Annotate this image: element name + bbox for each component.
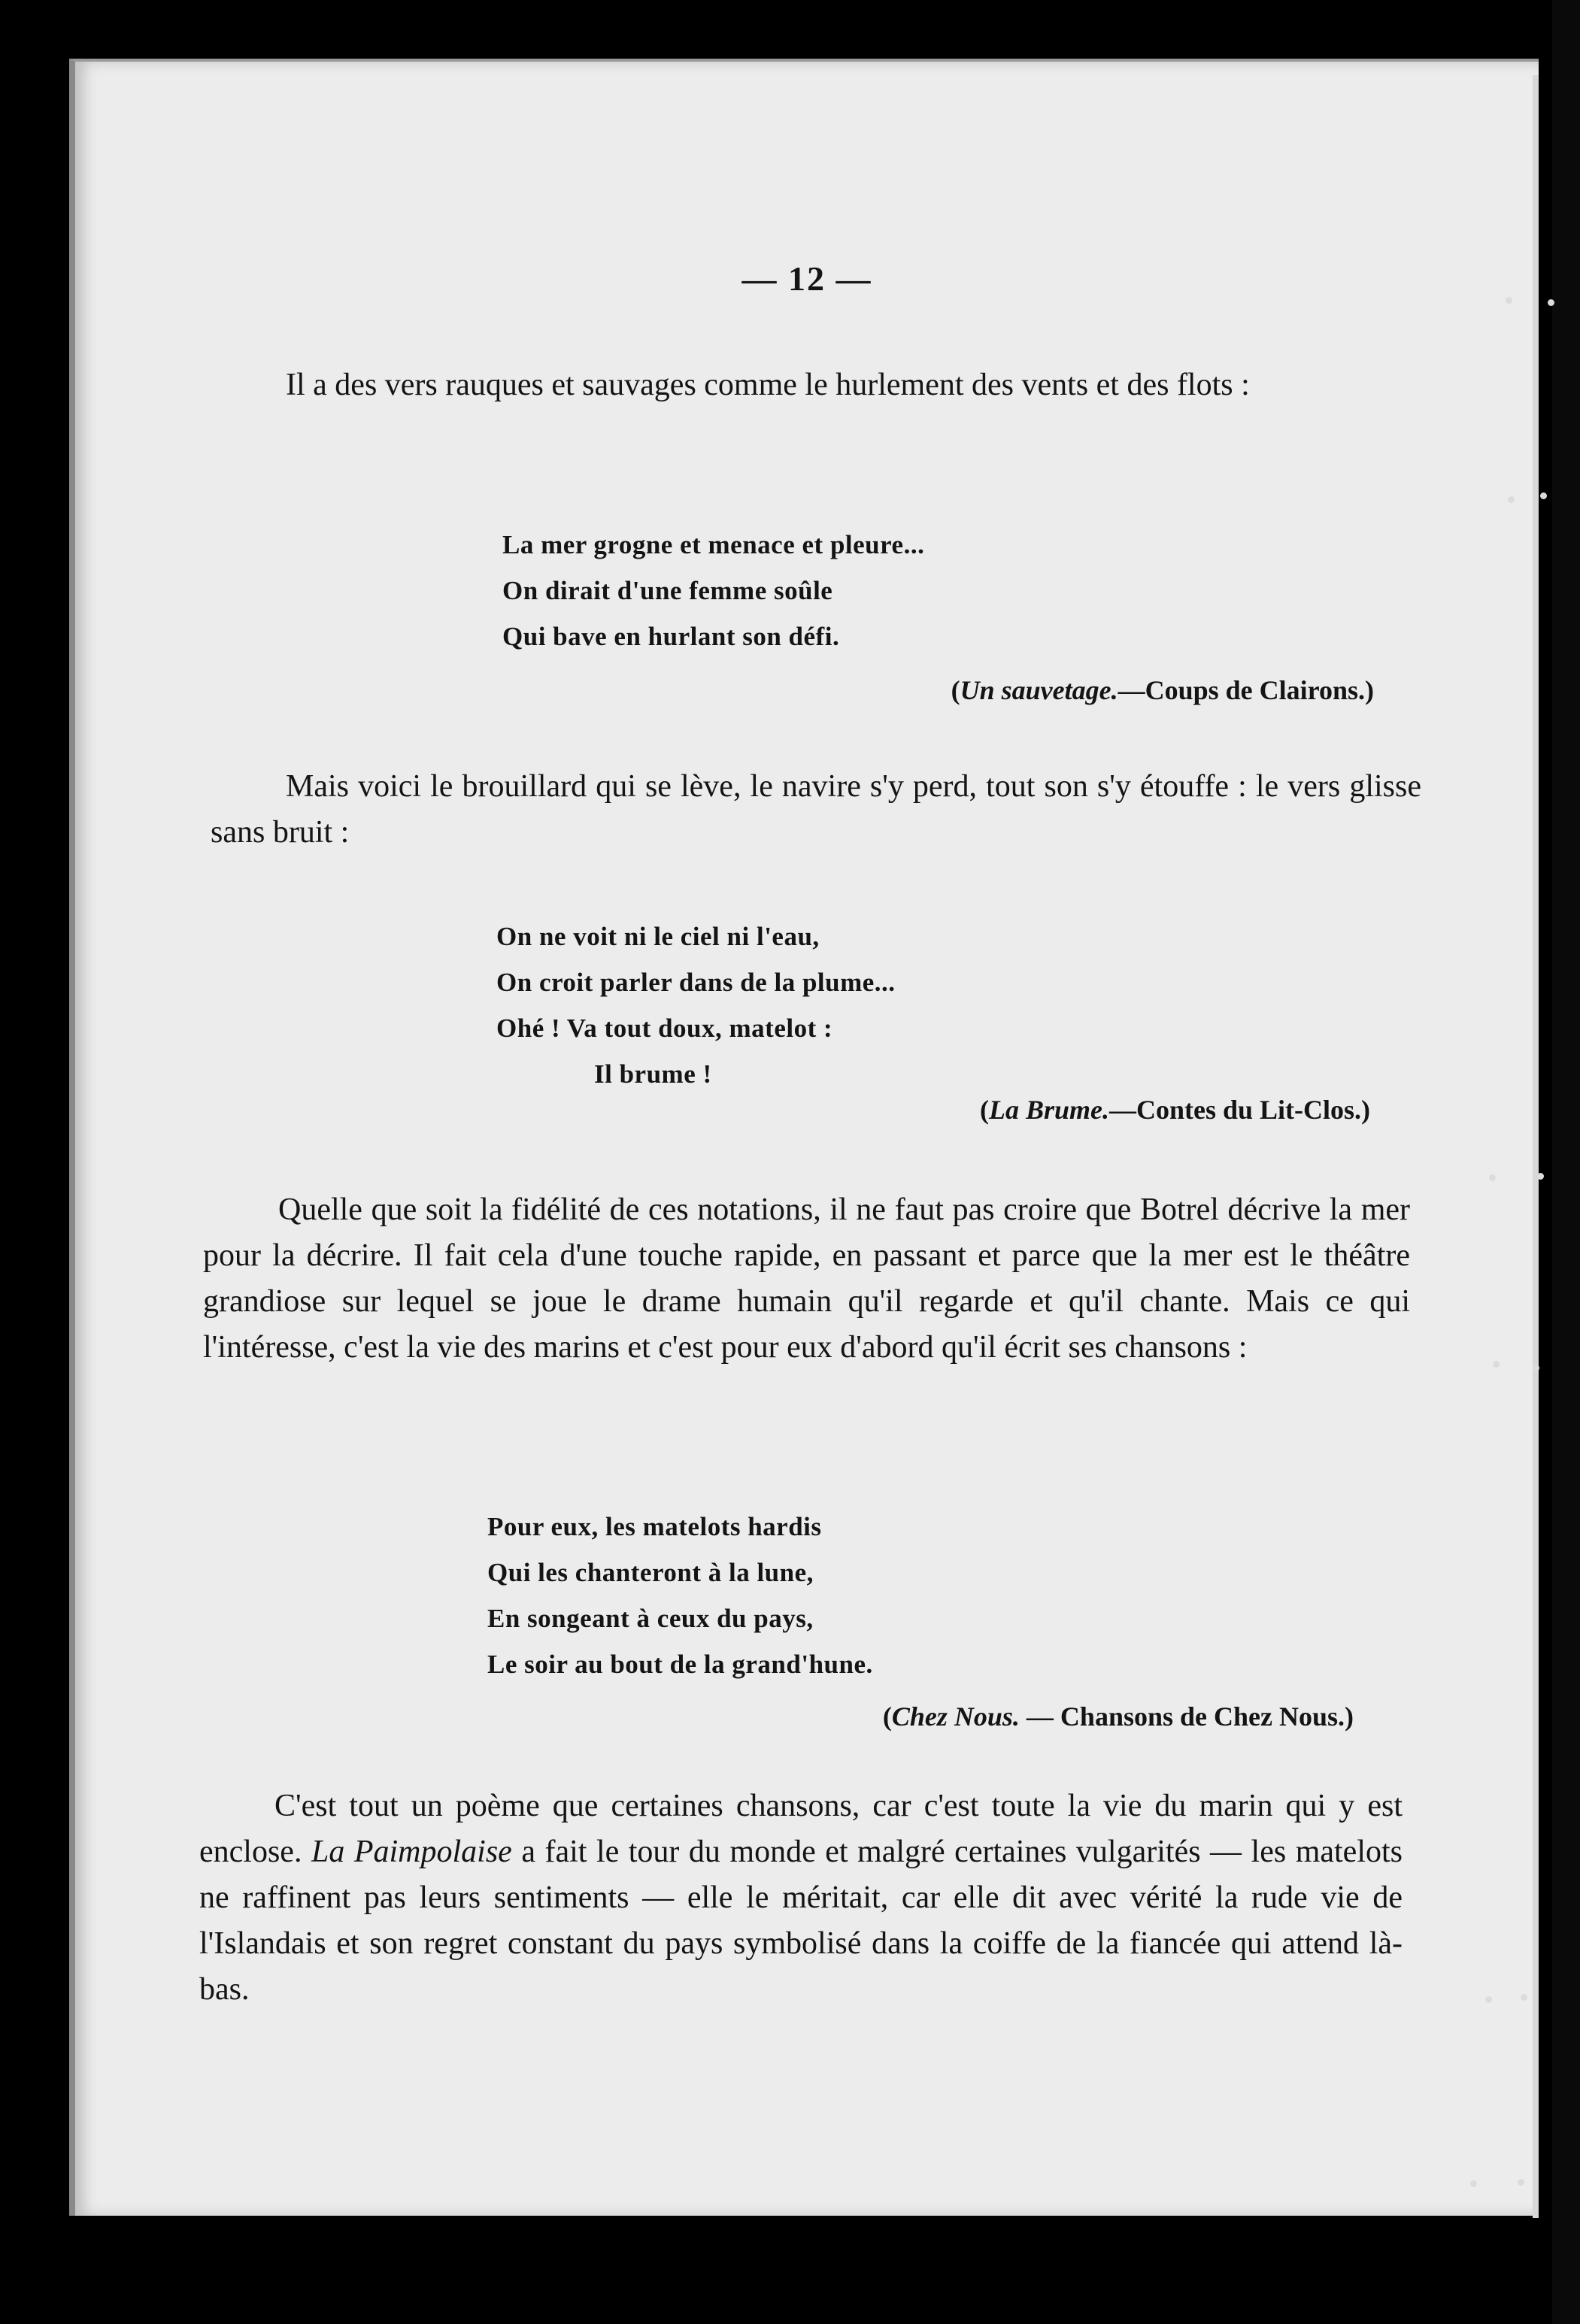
paragraph-1-text: Il a des vers rauques et sauvages comme le hurlement des vents et des flots : — [286, 368, 1250, 402]
verse-line: Qui les chanteront à la lune, — [487, 1558, 814, 1587]
scan-dot — [1540, 492, 1547, 499]
verse-line: Ohé ! Va tout doux, matelot : — [496, 1014, 833, 1043]
verse-line: Il brume ! — [594, 1059, 712, 1089]
citation-source: — Chansons de Chez Nous.) — [1019, 1701, 1354, 1732]
verse-line: En songeant à ceux du pays, — [487, 1604, 814, 1633]
verse-line: On dirait d'une femme soûle — [502, 576, 833, 605]
paragraph-4-text: C'est tout un poème que certaines chansons, car c'est toute la vie du marin qui y est enclose. La Paimpolaise a fait le tour du monde et malgré certaines vulgarités — les matelots ne raffinent pas leurs sentiments — elle le méritait, car elle dit avec vérité la rude vie de l'Islandais et son regret constant du pays symbolisé dans la coiffe de la fiancée qui attend là-bas. — [199, 1789, 1403, 2007]
citation-source: —Coups de Clairons.) — [1118, 675, 1374, 705]
paragraph-1 — [211, 362, 1421, 408]
paragraph-3-text: Quelle que soit la fidélité de ces notations, il ne faut pas croire que Botrel décrive la mer pour la décrire. Il fait cela d'une touche rapide, en passant et parce que la mer est le théâtre grandiose sur lequel se joue le drame humain qu'il regarde et qu'il chante. Mais ce qui l'intéresse, c'est la vie des marins et c'est pour eux d'abord qu'il écrit ses chansons : — [203, 1192, 1410, 1365]
verse-2 — [496, 914, 896, 1097]
book-page — [69, 59, 1539, 2216]
citation-3: (Chez Nous. — Chansons de Chez Nous.) — [882, 1701, 1354, 1732]
verse-line: On ne voit ni le ciel ni l'eau, — [496, 922, 820, 951]
citation-title: La Brume. — [988, 1095, 1109, 1125]
scan-dot — [1470, 2180, 1477, 2187]
scan-dot — [1506, 297, 1512, 304]
page-number: — 12 — — [741, 259, 872, 298]
verse-1 — [502, 522, 924, 659]
scan-dot — [1518, 2179, 1524, 2186]
paragraph-2-text: Mais voici le brouillard qui se lève, le navire s'y perd, tout son s'y étouffe : le vers glisse sans bruit : — [211, 769, 1421, 850]
scan-dot — [1489, 1174, 1496, 1181]
citation-2: (La Brume.—Contes du Lit-Clos.) — [979, 1095, 1370, 1125]
paragraph-3 — [203, 1187, 1410, 1371]
scan-border — [1552, 0, 1580, 2324]
scan-dot — [1537, 1173, 1544, 1180]
verse-line: La mer grogne et menace et pleure... — [502, 530, 925, 559]
scan-dot — [1521, 1994, 1527, 2001]
verse-line: On croit parler dans de la plume... — [496, 968, 896, 997]
citation-source: —Contes du Lit-Clos.) — [1108, 1095, 1370, 1125]
scan-dot — [1493, 1361, 1500, 1368]
verse-3 — [487, 1504, 873, 1687]
citation-title: Un sauvetage. — [960, 675, 1118, 705]
citation-title: Chez Nous. — [891, 1701, 1020, 1732]
paragraph-2 — [211, 764, 1421, 856]
scan-dot — [1533, 1365, 1539, 1371]
citation-1: (Un sauvetage.—Coups de Clairons.) — [951, 675, 1374, 705]
verse-line: Qui bave en hurlant son défi. — [502, 622, 840, 651]
paragraph-4 — [199, 1783, 1403, 2013]
scan-dot — [1548, 299, 1554, 306]
page-spine — [1533, 75, 1539, 2218]
scan-dot — [1508, 496, 1515, 503]
scan-dot — [1485, 1996, 1492, 2003]
verse-line: Le soir au bout de la grand'hune. — [487, 1650, 873, 1679]
verse-line: Pour eux, les matelots hardis — [487, 1512, 822, 1541]
song-title: La Paimpolaise — [311, 1835, 512, 1869]
